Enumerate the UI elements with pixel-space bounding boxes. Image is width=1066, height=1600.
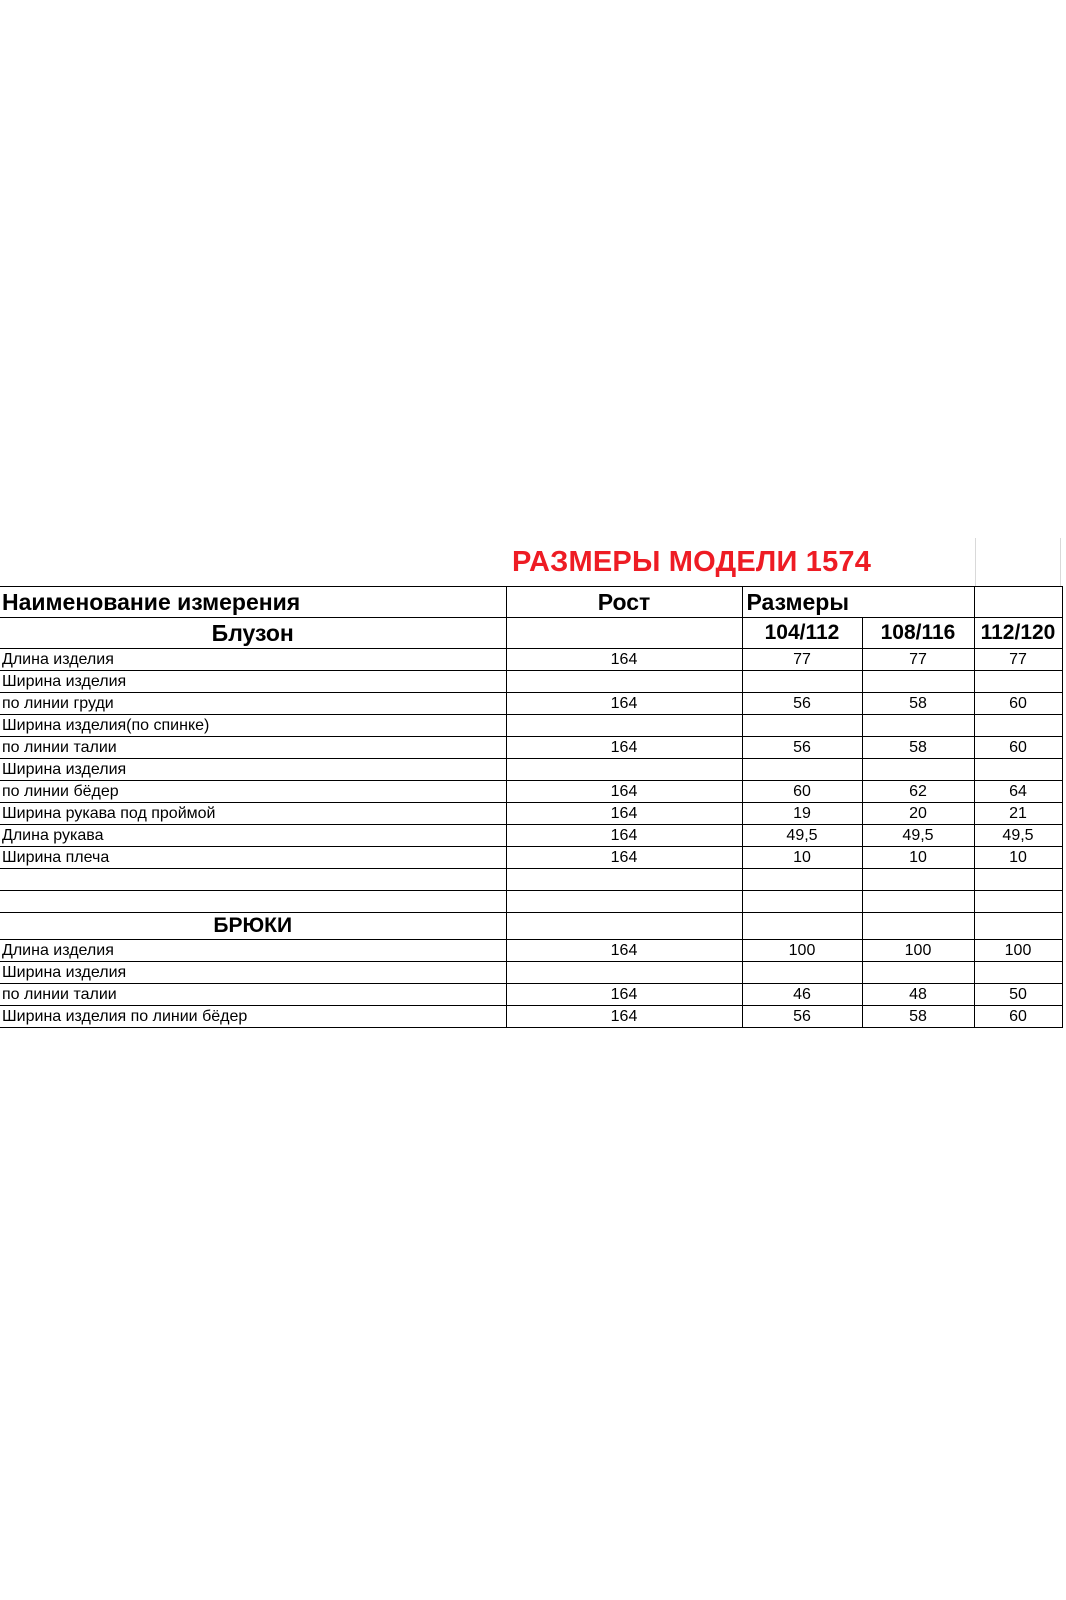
height-value: 164: [506, 693, 742, 715]
table-row: [0, 940, 1062, 962]
height-value: 164: [506, 984, 742, 1006]
size-value: 77: [862, 649, 974, 671]
section-header-row: [0, 618, 1062, 649]
size-value: [742, 962, 862, 984]
empty-cell: [974, 869, 1062, 891]
table-row: [0, 847, 1062, 869]
size-label: 112/120: [974, 618, 1062, 649]
size-value: [742, 759, 862, 781]
height-value: [506, 671, 742, 693]
height-value: 164: [506, 737, 742, 759]
empty-cell: [862, 891, 974, 913]
size-label: 108/116: [862, 618, 974, 649]
empty-cell: [506, 891, 742, 913]
size-value: 58: [862, 693, 974, 715]
empty-row: [0, 891, 1062, 913]
size-value: 19: [742, 803, 862, 825]
size-value: [742, 671, 862, 693]
size-value: [862, 715, 974, 737]
table-row: [0, 715, 1062, 737]
header-height: Рост: [506, 587, 742, 618]
size-value: 77: [974, 649, 1062, 671]
empty-cell: [506, 869, 742, 891]
header-sizes: Размеры: [742, 587, 862, 618]
size-value: 100: [974, 940, 1062, 962]
height-value: [506, 715, 742, 737]
height-value: [506, 962, 742, 984]
size-value: 60: [974, 693, 1062, 715]
header-name: Наименование измерения: [0, 587, 506, 618]
gridline: [1060, 538, 1061, 586]
size-value: [974, 962, 1062, 984]
empty-cell: [742, 891, 862, 913]
size-value: 60: [974, 1006, 1062, 1028]
table-row: [0, 803, 1062, 825]
size-value: 21: [974, 803, 1062, 825]
header-row: [0, 587, 1062, 618]
size-value: 49,5: [862, 825, 974, 847]
size-value: [862, 962, 974, 984]
measure-label: Ширина плеча: [0, 847, 506, 869]
measure-label: Ширина изделия: [0, 962, 506, 984]
size-value: 10: [974, 847, 1062, 869]
section-name: БРЮКИ: [0, 913, 506, 940]
gridline: [975, 538, 976, 586]
size-value: 56: [742, 737, 862, 759]
size-value: 56: [742, 1006, 862, 1028]
size-value: [974, 759, 1062, 781]
size-value: 62: [862, 781, 974, 803]
size-table-body: [0, 587, 1062, 1028]
measure-label: Ширина изделия: [0, 759, 506, 781]
empty-cell: [862, 869, 974, 891]
size-value: 46: [742, 984, 862, 1006]
height-value: [506, 759, 742, 781]
header-empty: [862, 587, 974, 618]
section-header-row: [0, 913, 1062, 940]
measure-label: Длина изделия: [0, 649, 506, 671]
height-value: 164: [506, 825, 742, 847]
section-empty: [506, 913, 742, 940]
table-row: [0, 781, 1062, 803]
height-value: 164: [506, 1006, 742, 1028]
measure-label: Ширина изделия по линии бёдер: [0, 1006, 506, 1028]
size-value: 58: [862, 737, 974, 759]
empty-cell: [0, 869, 506, 891]
size-value: 10: [862, 847, 974, 869]
table-row: [0, 984, 1062, 1006]
empty-row: [0, 869, 1062, 891]
size-value: 48: [862, 984, 974, 1006]
size-value: 56: [742, 693, 862, 715]
measure-label: Длина рукава: [0, 825, 506, 847]
table-row: [0, 649, 1062, 671]
size-table: [0, 586, 1063, 1028]
measure-label: по линии талии: [0, 737, 506, 759]
size-value: [862, 671, 974, 693]
size-value: [974, 715, 1062, 737]
measure-label: по линии бёдер: [0, 781, 506, 803]
section-empty: [974, 913, 1062, 940]
table-row: [0, 962, 1062, 984]
empty-cell: [742, 869, 862, 891]
table-row: [0, 825, 1062, 847]
size-value: 60: [974, 737, 1062, 759]
section-empty: [506, 618, 742, 649]
size-value: [974, 671, 1062, 693]
height-value: 164: [506, 781, 742, 803]
size-value: 100: [742, 940, 862, 962]
size-value: 58: [862, 1006, 974, 1028]
height-value: 164: [506, 803, 742, 825]
size-value: [742, 715, 862, 737]
measure-label: Ширина рукава под проймой: [0, 803, 506, 825]
size-value: 77: [742, 649, 862, 671]
size-value: 64: [974, 781, 1062, 803]
table-row: [0, 693, 1062, 715]
section-empty: [742, 913, 862, 940]
size-value: 60: [742, 781, 862, 803]
empty-cell: [0, 891, 506, 913]
section-empty: [862, 913, 974, 940]
measure-label: Ширина изделия(по спинке): [0, 715, 506, 737]
height-value: 164: [506, 940, 742, 962]
header-empty: [974, 587, 1062, 618]
measure-label: по линии груди: [0, 693, 506, 715]
section-name: Блузон: [0, 618, 506, 649]
table-row: [0, 759, 1062, 781]
height-value: 164: [506, 847, 742, 869]
measure-label: Длина изделия: [0, 940, 506, 962]
size-label: 104/112: [742, 618, 862, 649]
size-value: 100: [862, 940, 974, 962]
size-value: 10: [742, 847, 862, 869]
size-value: 49,5: [742, 825, 862, 847]
measure-label: Ширина изделия: [0, 671, 506, 693]
empty-cell: [974, 891, 1062, 913]
height-value: 164: [506, 649, 742, 671]
size-value: 20: [862, 803, 974, 825]
table-row: [0, 671, 1062, 693]
size-value: [862, 759, 974, 781]
size-value: 50: [974, 984, 1062, 1006]
table-row: [0, 737, 1062, 759]
size-value: 49,5: [974, 825, 1062, 847]
chart-title: РАЗМЕРЫ МОДЕЛИ 1574: [512, 546, 872, 578]
table-row: [0, 1006, 1062, 1028]
measure-label: по линии талии: [0, 984, 506, 1006]
